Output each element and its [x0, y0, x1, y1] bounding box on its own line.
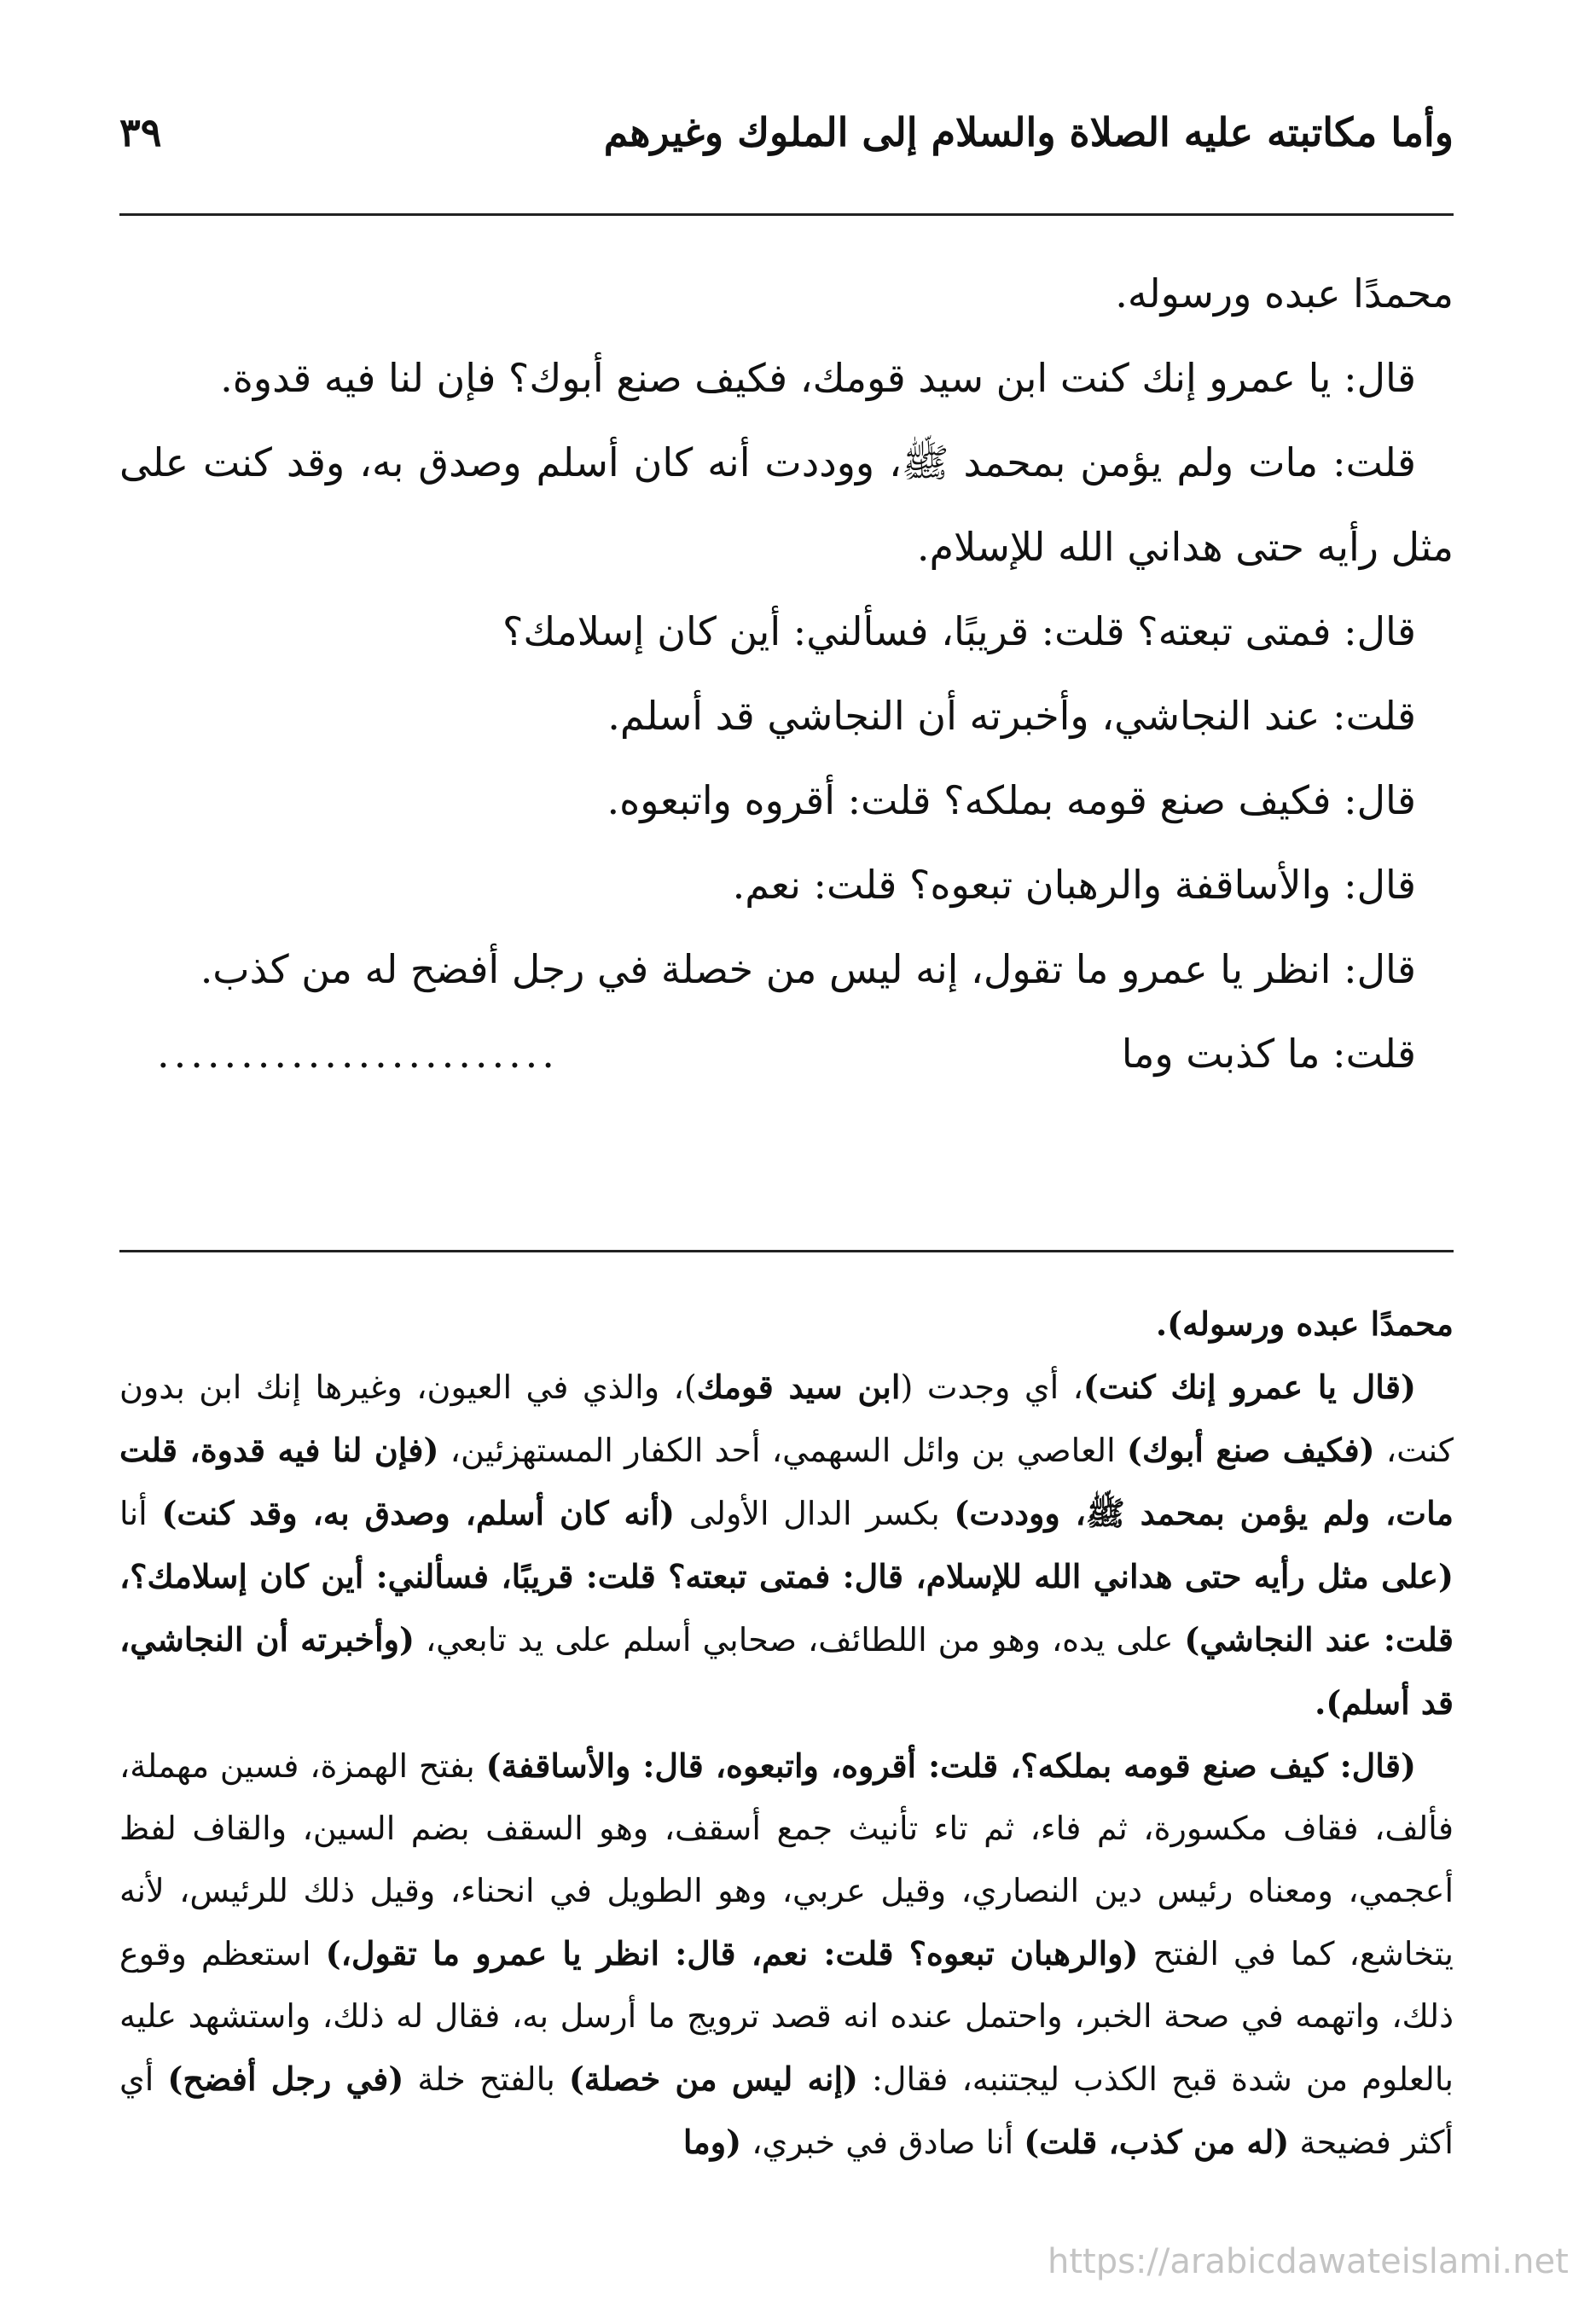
commentary-text: بفتح الهمزة، فسين مهملة، فألف، فقاف مكسورة، ثم فاء، ثم تاء تأنيث جمع أسقف، وهو السقف بضم السين، والقاف لفظ أعجمي، ومعناه رئيس دين النصاري، وقيل عربي، وهو الطويل في انحناء، وقيل ذلك للرئيس، لأنه يتخاشع، كما في الفتح [119, 1747, 1454, 1972]
quoted-matn: (على مثل رأيه حتى هداني الله للإسلام، قال: فمتى تبعته؟ قلت: قريبًا، فسألني: أين كان إسلامك؟، قلت: عند النجاشي) [119, 1557, 1454, 1659]
commentary [119, 1293, 1454, 2174]
quoted-matn: (وما [682, 2123, 742, 2161]
matn-paragraph: قال: انظر يا عمرو ما تقول، إنه ليس من خصلة في رجل أفضح له من كذب. [200, 946, 1416, 992]
quoted-matn: (فكيف صنع أبوك) [1126, 1431, 1375, 1469]
main-text [119, 252, 1454, 1096]
commentary-paragraph [119, 1293, 1454, 1356]
commentary-text: أي أكثر فضيحة [119, 2060, 1454, 2161]
commentary-text: أنا صادق في خبري، [741, 2124, 1024, 2161]
quoted-matn: (إنه ليس من خصلة) [568, 2060, 859, 2098]
matn-last-text: قلت: ما كذبت وما [1121, 1031, 1416, 1077]
quoted-matn: (في رجل أفضح) [167, 2060, 404, 2098]
ellipsis-dots: ........................ [157, 1031, 559, 1077]
watermark-url: https://arabicdawateislami.net [1042, 2242, 1573, 2281]
commentary-text: العاصي بن وائل السهمي، أحد الكفار المستهزئين، [438, 1432, 1127, 1469]
matn-line: محمدًا عبده ورسوله. [1115, 270, 1454, 317]
quoted-matn: محمدًا عبده ورسوله). [1155, 1304, 1454, 1343]
matn-paragraph: قال: يا عمرو إنك كنت ابن سيد قومك، فكيف صنع أبوك؟ فإن لنا فيه قدوة. [220, 355, 1416, 401]
header-rule [119, 213, 1454, 216]
commentary-paragraph [119, 1734, 1454, 2174]
quoted-matn: (فإن لنا فيه قدوة، قلت مات، ولم يؤمن بمحمد ﷺ، ووددت) [119, 1431, 1454, 1532]
page-number: ٣٩ [119, 109, 162, 155]
matn-last-line [119, 1012, 1454, 1096]
quoted-matn: (قال: كيف صنع قومه بملكه؟، قلت: أقروه، واتبعوه، قال: والأساقفة) [485, 1746, 1416, 1785]
quoted-matn: (وأخبرته أن النجاشي، قد أسلم). [119, 1620, 1454, 1722]
commentary-paragraph [119, 1356, 1454, 1734]
separator-rule [119, 1250, 1454, 1252]
commentary-text: بالفتح خلة [403, 2060, 569, 2098]
matn-paragraph: قلت: مات ولم يؤمن بمحمد ﷺ، ووددت أنه كان أسلم وصدق به، وقد كنت على مثل رأيه حتى هداني الله للإسلام. [119, 439, 1454, 570]
commentary-text: )، والذي في العيون، وغيرها إنك ابن بدون كنت، [119, 1368, 1454, 1469]
matn-paragraph: قال: فكيف صنع قومه بملكه؟ قلت: أقروه واتبعوه. [607, 777, 1416, 823]
commentary-text: أنا [119, 1495, 162, 1532]
running-title: وأما مكاتبته عليه الصلاة والسلام إلى الملوك وغيرهم [603, 109, 1454, 155]
quoted-matn: (أنه كان أسلم، وصدق به، وقد كنت) [161, 1494, 675, 1532]
quoted-matn: (والرهبان تبعوه؟ قلت: نعم، قال: انظر يا عمرو ما تقول،) [325, 1934, 1139, 1972]
commentary-text: على يده، وهو من اللطائف، صحابي أسلم على يد تابعي، [414, 1621, 1185, 1659]
quoted-matn: ابن سيد قومك [696, 1368, 901, 1406]
matn-paragraph: قال: والأساقفة والرهبان تبعوه؟ قلت: نعم. [732, 862, 1416, 908]
matn-paragraph: قلت: عند النجاشي، وأخبرته أن النجاشي قد أسلم. [607, 693, 1416, 739]
quoted-matn: (له من كذب، قلت) [1024, 2123, 1290, 2161]
quoted-matn: (قال يا عمرو إنك كنت) [1083, 1368, 1416, 1406]
commentary-text: استعظم وقوع ذلك، واتهمه في صحة الخبر، واحتمل عنده انه قصد ترويج ما أرسل به، فقال له ذلك، واستشهد عليه بالعلوم من شدة قبح الكذب ليجتنبه، فقال: [119, 1935, 1454, 2098]
commentary-text: ، أي وجدت ( [900, 1368, 1083, 1406]
running-header [119, 109, 1454, 155]
matn-paragraph: قال: فمتى تبعته؟ قلت: قريبًا، فسألني: أين كان إسلامك؟ [502, 608, 1416, 654]
commentary-text: بكسر الدال الأولى [674, 1495, 955, 1532]
